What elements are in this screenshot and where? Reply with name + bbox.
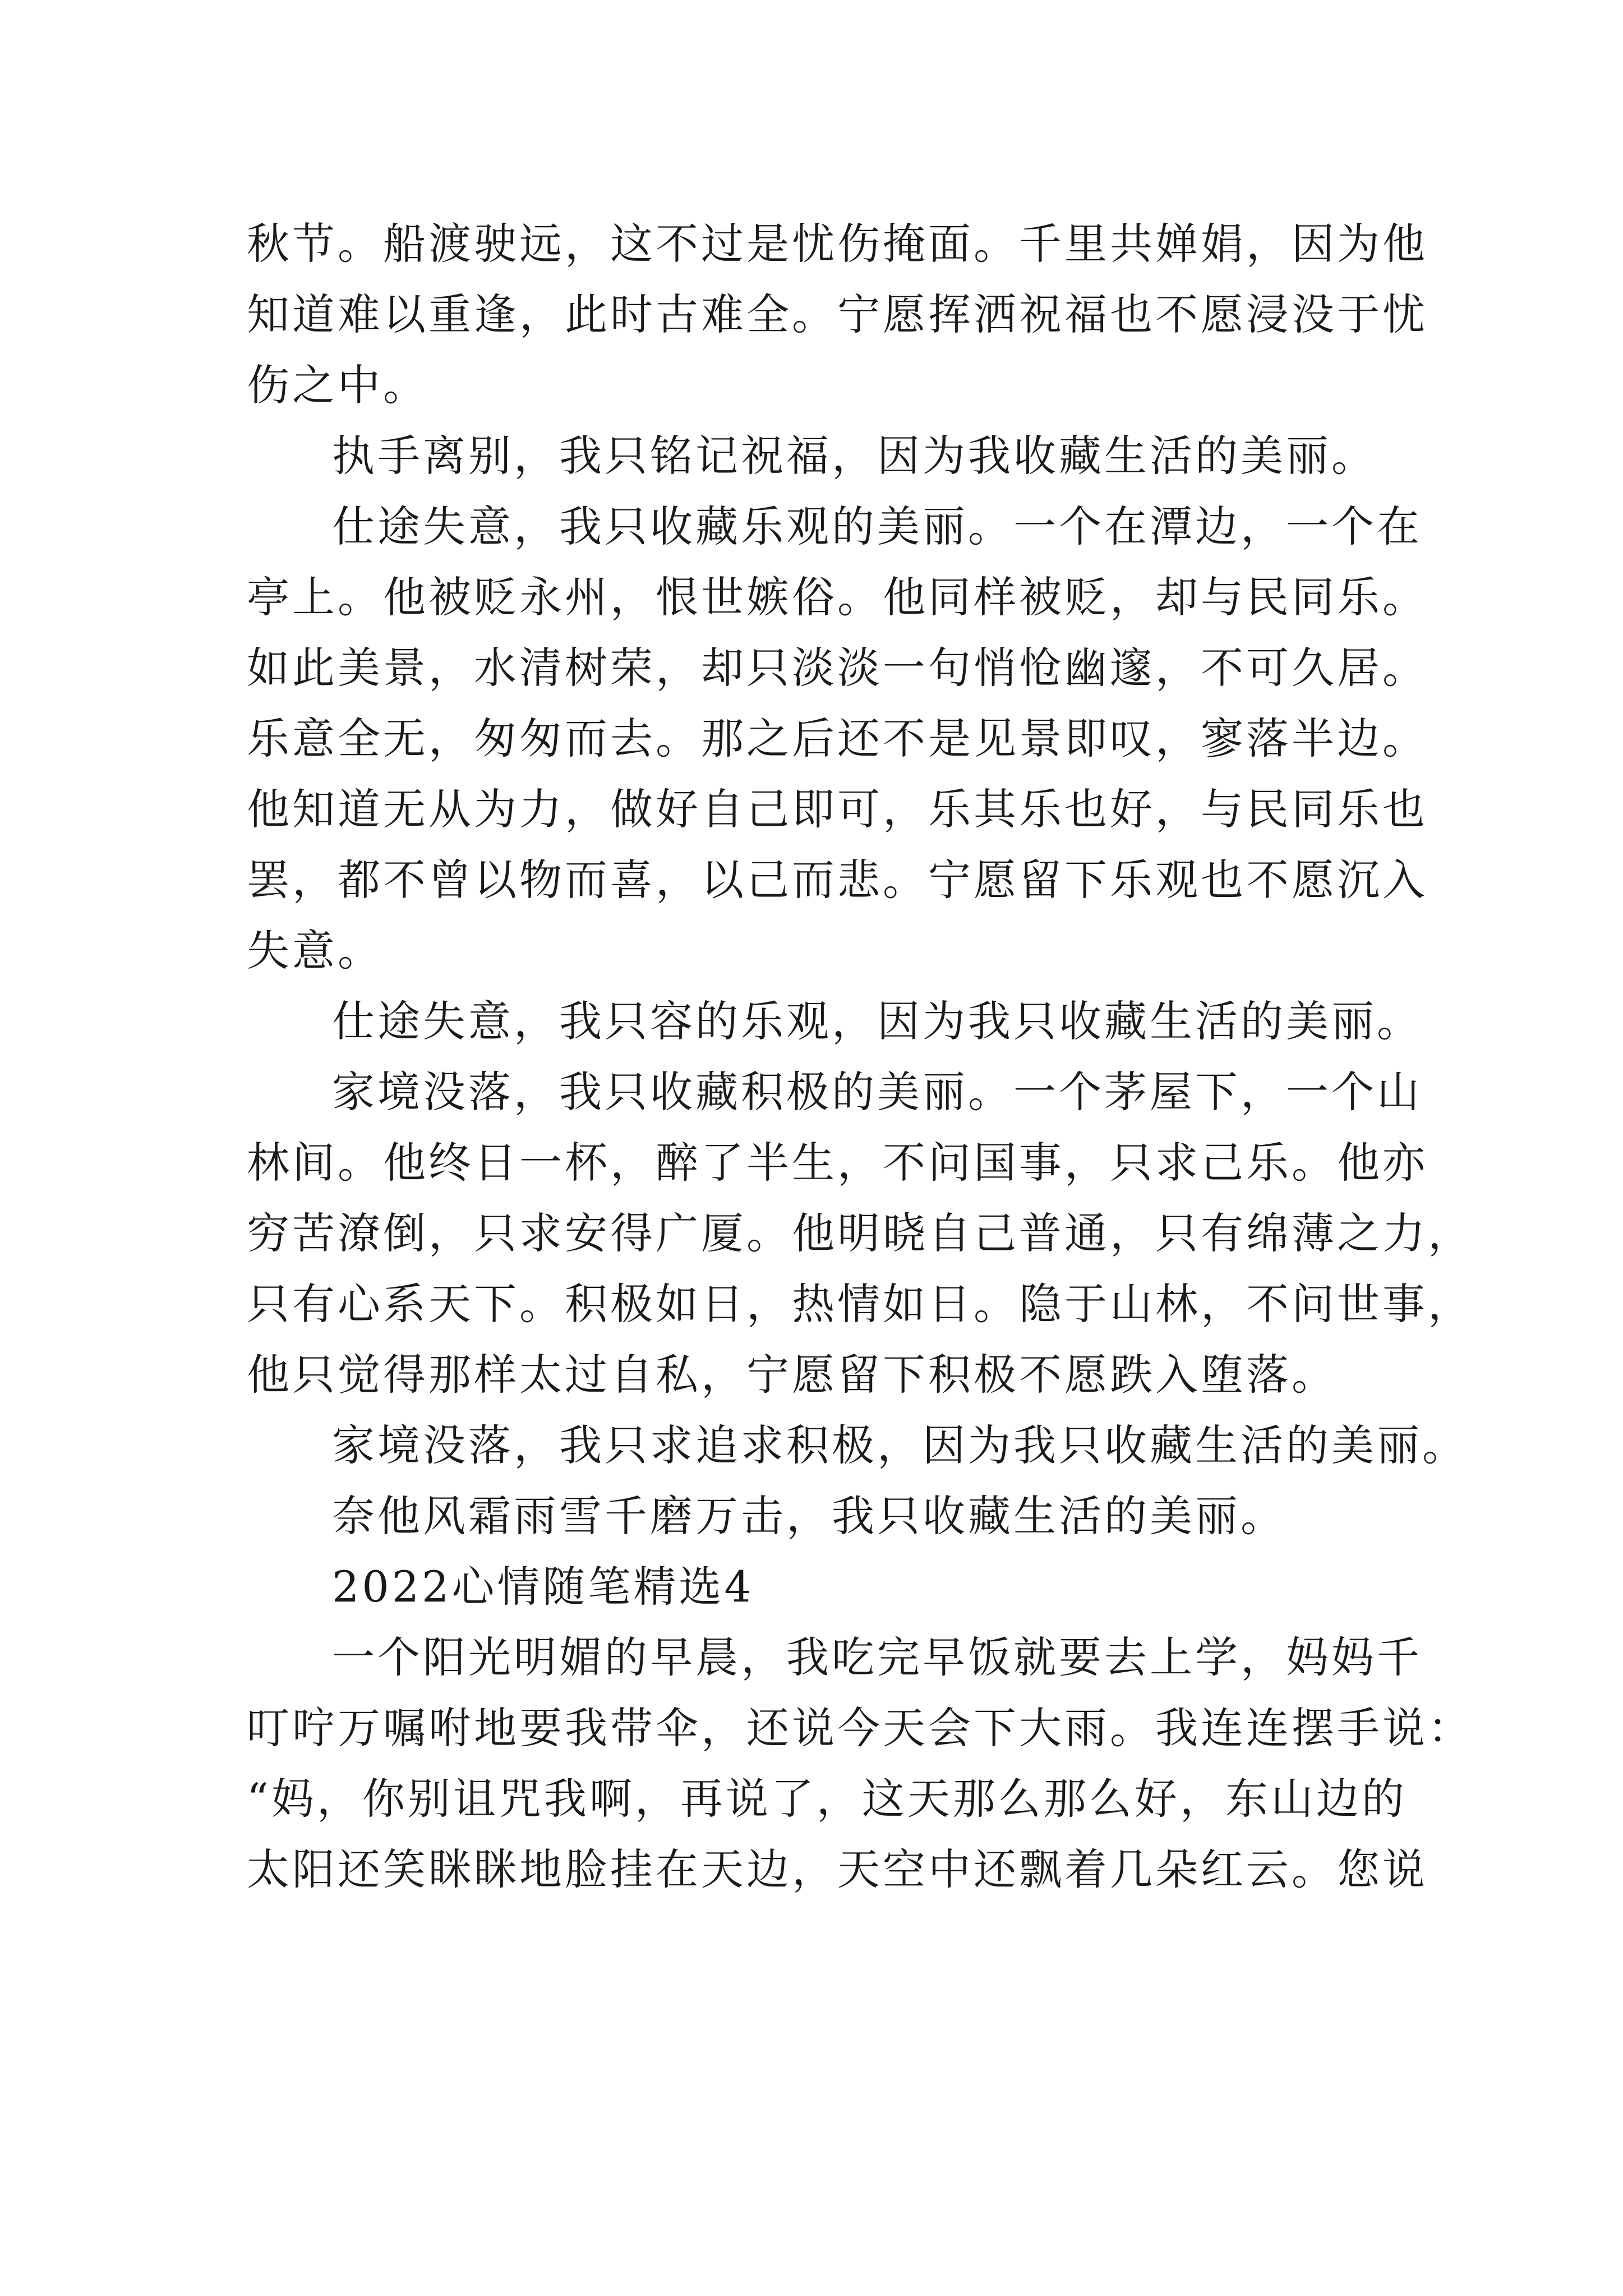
paragraph [247,1481,1385,1552]
text-line: 2022心情随笔精选4 [332,1562,754,1612]
section-heading [247,1552,1385,1622]
paragraph [247,1057,1473,1410]
text-line: 叮咛万嘱咐地要我带伞，还说今天会下大雨。我连连摆手说： [247,1703,1473,1753]
text-line: 家境没落，我只求追求积极，因为我只收藏生活的美丽。 [332,1420,1468,1470]
text-line: 伤之中。 [247,360,428,410]
text-line: 知道难以重逢，此时古难全。宁愿挥洒祝福也不愿浸没于忧 [247,289,1428,339]
text-line: 仕途失意，我只收藏乐观的美丽。一个在潭边，一个在 [332,501,1422,551]
paragraph [247,421,1385,491]
paragraph [247,209,1428,421]
paragraph [247,491,1428,986]
text-line: 穷苦潦倒，只求安得广厦。他明晓自己普通，只有绵薄之力， [247,1208,1473,1258]
paragraph [247,1410,1468,1481]
text-line: 仕途失意，我只容的乐观，因为我只收藏生活的美丽。 [332,996,1422,1046]
paragraph [247,986,1422,1057]
text-line: 乐意全无，匆匆而去。那之后还不是见景即叹，寥落半边。 [247,714,1428,763]
text-line: 亭上。他被贬永州，恨世嫉俗。他同样被贬，却与民同乐。 [247,572,1428,622]
text-line: 只有心系天下。积极如日，热情如日。隐于山林，不问世事， [247,1279,1473,1329]
text-line: 如此美景，水清树荣，却只淡淡一句悄怆幽邃，不可久居。 [247,643,1428,693]
paragraph [247,1622,1473,1905]
text-line: 家境没落，我只收藏积极的美丽。一个茅屋下，一个山 [332,1067,1422,1117]
document-body [247,209,1473,1905]
text-line: 林间。他终日一杯，醉了半生，不问国事，只求己乐。他亦 [247,1138,1428,1188]
text-line: “妈，你别诅咒我啊，再说了，这天那么那么好，东山边的 [247,1774,1407,1824]
text-line: 罢，都不曾以物而喜，以己而悲。宁愿留下乐观也不愿沉入 [247,855,1428,905]
text-line: 秋节。船渡驶远，这不过是忧伤掩面。千里共婵娟，因为他 [247,219,1428,269]
text-line: 他知道无从为力，做好自己即可，乐其乐也好，与民同乐也 [247,784,1428,834]
text-line: 他只觉得那样太过自私，宁愿留下积极不愿跌入堕落。 [247,1350,1337,1400]
text-line: 执手离别，我只铭记祝福，因为我收藏生活的美丽。 [332,431,1377,481]
text-line: 奈他风霜雨雪千磨万击，我只收藏生活的美丽。 [332,1491,1286,1541]
text-line: 一个阳光明媚的早晨，我吃完早饭就要去上学，妈妈千 [332,1632,1422,1682]
text-line: 太阳还笑眯眯地脸挂在天边，天空中还飘着几朵红云。您说 [247,1844,1428,1894]
text-line: 失意。 [247,926,383,976]
